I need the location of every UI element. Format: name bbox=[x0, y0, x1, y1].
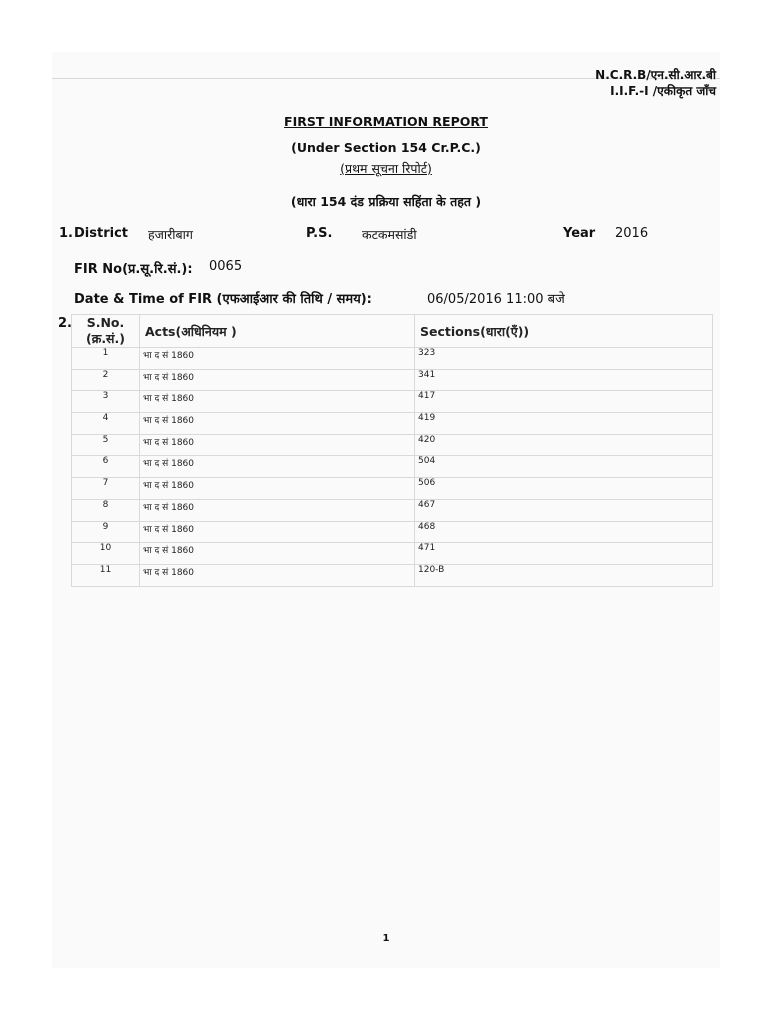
iif-header: I.I.F.-I /एकीकृत जाँच bbox=[610, 84, 716, 98]
police-station-label: P.S. bbox=[306, 226, 333, 241]
section-cell: 419 bbox=[415, 413, 713, 435]
sno-column-header: S.No.(क्र.सं.) bbox=[72, 315, 140, 348]
under-section-subtitle: (Under Section 154 Cr.P.C.) bbox=[291, 140, 481, 155]
hindi-title: (प्रथम सूचना रिपोर्ट) bbox=[340, 161, 432, 176]
section-1-number: 1. bbox=[59, 226, 73, 241]
act-cell: भा द सं 1860 bbox=[140, 564, 415, 586]
act-cell: भा द सं 1860 bbox=[140, 348, 415, 370]
act-cell: भा द सं 1860 bbox=[140, 543, 415, 565]
table-row bbox=[72, 543, 713, 565]
district-label: District bbox=[74, 226, 128, 241]
report-title: FIRST INFORMATION REPORT bbox=[284, 114, 488, 129]
table-row bbox=[72, 521, 713, 543]
serial-number-cell: 6 bbox=[72, 456, 140, 478]
serial-number-cell: 9 bbox=[72, 521, 140, 543]
section-2-number: 2. bbox=[58, 316, 72, 331]
fir-datetime-value: 06/05/2016 11:00 बजे bbox=[427, 292, 565, 307]
act-cell: भा द सं 1860 bbox=[140, 478, 415, 500]
table-row bbox=[72, 348, 713, 370]
serial-number-cell: 4 bbox=[72, 413, 140, 435]
serial-number-cell: 11 bbox=[72, 564, 140, 586]
table-row bbox=[72, 413, 713, 435]
sections-column-header: Sections(धारा(एँ)) bbox=[415, 315, 713, 348]
fir-number-label: FIR No(प्र.सू.रि.सं.): bbox=[74, 262, 193, 277]
table-row bbox=[72, 391, 713, 413]
table-row bbox=[72, 499, 713, 521]
section-cell: 467 bbox=[415, 499, 713, 521]
act-cell: भा द सं 1860 bbox=[140, 434, 415, 456]
section-cell: 417 bbox=[415, 391, 713, 413]
table-row bbox=[72, 456, 713, 478]
table-row bbox=[72, 478, 713, 500]
page-number: 1 bbox=[382, 933, 390, 944]
act-cell: भा द सं 1860 bbox=[140, 456, 415, 478]
serial-number-cell: 3 bbox=[72, 391, 140, 413]
section-cell: 323 bbox=[415, 348, 713, 370]
table-row bbox=[72, 369, 713, 391]
table-row bbox=[72, 434, 713, 456]
table-header-row bbox=[72, 315, 713, 348]
serial-number-cell: 7 bbox=[72, 478, 140, 500]
serial-number-cell: 2 bbox=[72, 369, 140, 391]
fir-datetime-label: Date & Time of FIR (एफआईआर की तिथि / समय): bbox=[74, 292, 372, 307]
section-cell: 420 bbox=[415, 434, 713, 456]
section-cell: 341 bbox=[415, 369, 713, 391]
section-cell: 504 bbox=[415, 456, 713, 478]
serial-number-cell: 5 bbox=[72, 434, 140, 456]
act-cell: भा द सं 1860 bbox=[140, 369, 415, 391]
table-row bbox=[72, 564, 713, 586]
year-label: Year bbox=[563, 226, 596, 241]
hindi-section-subtitle: (धारा 154 दंड प्रक्रिया सहिंता के तहत ) bbox=[290, 194, 482, 209]
police-station-value: कटकमसांडी bbox=[362, 227, 417, 242]
acts-column-header: Acts(अधिनियम ) bbox=[140, 315, 415, 348]
section-cell: 471 bbox=[415, 543, 713, 565]
act-cell: भा द सं 1860 bbox=[140, 413, 415, 435]
section-cell: 468 bbox=[415, 521, 713, 543]
serial-number-cell: 10 bbox=[72, 543, 140, 565]
year-value: 2016 bbox=[615, 226, 649, 241]
act-cell: भा द सं 1860 bbox=[140, 391, 415, 413]
serial-number-cell: 8 bbox=[72, 499, 140, 521]
serial-number-cell: 1 bbox=[72, 348, 140, 370]
district-value: हजारीबाग bbox=[148, 227, 193, 242]
fir-number-value: 0065 bbox=[209, 259, 243, 274]
acts-sections-table bbox=[71, 314, 713, 587]
ncrb-header: N.C.R.B/एन.सी.आर.बी bbox=[595, 68, 716, 82]
act-cell: भा द सं 1860 bbox=[140, 521, 415, 543]
section-cell: 120-B bbox=[415, 564, 713, 586]
section-cell: 506 bbox=[415, 478, 713, 500]
act-cell: भा द सं 1860 bbox=[140, 499, 415, 521]
